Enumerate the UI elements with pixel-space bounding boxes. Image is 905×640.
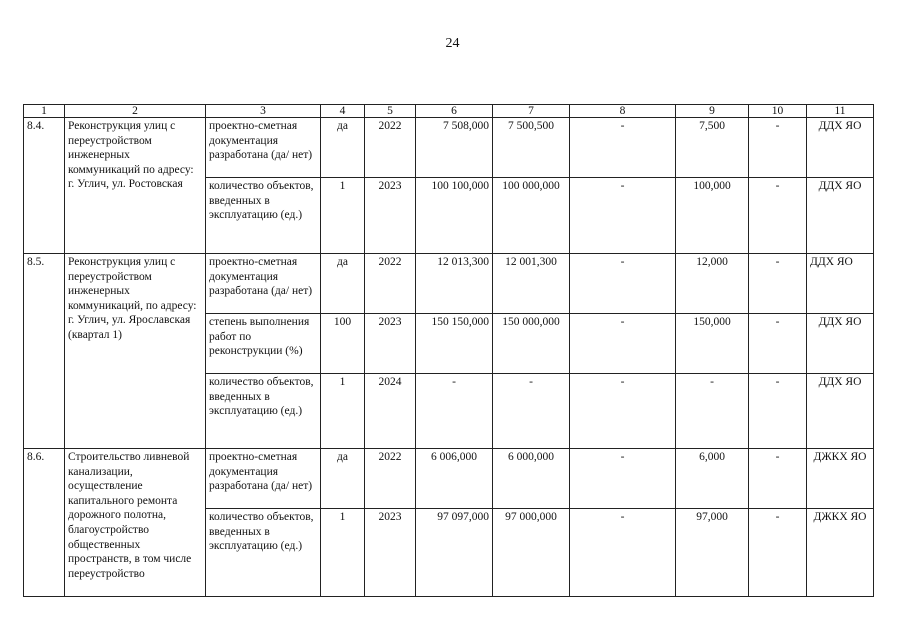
total-amount: 100 100,000 (416, 178, 493, 254)
amount-cell: 97,000 (676, 509, 749, 597)
year-cell: 2023 (365, 314, 416, 374)
total-amount: - (416, 374, 493, 449)
indicator-name: проектно-сметная документация разработана (да/ нет) (206, 254, 321, 314)
amount-cell: - (749, 509, 807, 597)
total-amount: 12 013,300 (416, 254, 493, 314)
year-cell: 2023 (365, 509, 416, 597)
indicator-value: 1 (321, 178, 365, 254)
amount-cell: - (749, 254, 807, 314)
amount-cell: - (676, 374, 749, 449)
total-amount: 7 508,000 (416, 118, 493, 178)
executor-cell: ДДХ ЯО (807, 178, 874, 254)
amount-cell: - (570, 449, 676, 509)
indicator-value: да (321, 449, 365, 509)
amount-cell: - (570, 374, 676, 449)
amount-cell: - (570, 118, 676, 178)
year-cell: 2022 (365, 118, 416, 178)
total-amount: 150 150,000 (416, 314, 493, 374)
indicator-value: 1 (321, 509, 365, 597)
year-cell: 2022 (365, 449, 416, 509)
amount-cell: 97 000,000 (493, 509, 570, 597)
amount-cell: - (749, 118, 807, 178)
page-number: 24 (445, 36, 460, 51)
executor-cell: ДДХ ЯО (807, 374, 874, 449)
executor-cell: ДЖКХ ЯО (807, 449, 874, 509)
indicator-name: количество объектов, введенных в эксплуатацию (ед.) (206, 374, 321, 449)
column-number: 10 (749, 105, 807, 118)
amount-cell: - (493, 374, 570, 449)
column-number: 2 (65, 105, 206, 118)
amount-cell: 12 001,300 (493, 254, 570, 314)
column-number: 8 (570, 105, 676, 118)
column-number: 4 (321, 105, 365, 118)
program-table (23, 104, 874, 597)
amount-cell: 100 000,000 (493, 178, 570, 254)
item-number: 8.5. (24, 254, 65, 449)
year-cell: 2022 (365, 254, 416, 314)
total-amount: 97 097,000 (416, 509, 493, 597)
item-name: Реконструкция улиц с переустройством инженерных коммуникаций, по адресу: г. Углич, ул. Ярославская (квартал 1) (65, 254, 206, 449)
amount-cell: 150,000 (676, 314, 749, 374)
total-amount: 6 006,000 (416, 449, 493, 509)
indicator-value: 100 (321, 314, 365, 374)
indicator-name: количество объектов, введенных в эксплуатацию (ед.) (206, 509, 321, 597)
column-number-row (24, 105, 874, 118)
column-number: 11 (807, 105, 874, 118)
amount-cell: 7,500 (676, 118, 749, 178)
year-cell: 2024 (365, 374, 416, 449)
amount-cell: - (570, 314, 676, 374)
column-number: 7 (493, 105, 570, 118)
amount-cell: - (749, 449, 807, 509)
amount-cell: - (570, 509, 676, 597)
amount-cell: 150 000,000 (493, 314, 570, 374)
table-row (24, 254, 874, 314)
amount-cell: 6,000 (676, 449, 749, 509)
executor-cell: ДДХ ЯО (807, 118, 874, 178)
amount-cell: 7 500,500 (493, 118, 570, 178)
executor-cell: ДЖКХ ЯО (807, 509, 874, 597)
column-number: 9 (676, 105, 749, 118)
item-name: Реконструкция улиц с переустройством инженерных коммуникаций по адресу: г. Углич, ул. Ростовская (65, 118, 206, 254)
table-row (24, 118, 874, 178)
indicator-value: да (321, 118, 365, 178)
amount-cell: - (749, 314, 807, 374)
item-name: Строительство ливневой канализации, осуществление капитального ремонта дорожного полотна, благоустройство общественных пространств, в том числе переустройство (65, 449, 206, 597)
amount-cell: - (749, 374, 807, 449)
item-number: 8.6. (24, 449, 65, 597)
amount-cell: 100,000 (676, 178, 749, 254)
year-cell: 2023 (365, 178, 416, 254)
amount-cell: 12,000 (676, 254, 749, 314)
indicator-name: степень выполнения работ по реконструкции (%) (206, 314, 321, 374)
executor-cell: ДДХ ЯО (807, 314, 874, 374)
indicator-name: количество объектов, введенных в эксплуатацию (ед.) (206, 178, 321, 254)
column-number: 1 (24, 105, 65, 118)
amount-cell: 6 000,000 (493, 449, 570, 509)
column-number: 3 (206, 105, 321, 118)
indicator-name: проектно-сметная документация разработана (да/ нет) (206, 449, 321, 509)
indicator-value: 1 (321, 374, 365, 449)
amount-cell: - (570, 178, 676, 254)
amount-cell: - (749, 178, 807, 254)
executor-cell: ДДХ ЯО (807, 254, 874, 314)
indicator-value: да (321, 254, 365, 314)
column-number: 5 (365, 105, 416, 118)
column-number: 6 (416, 105, 493, 118)
item-number: 8.4. (24, 118, 65, 254)
indicator-name: проектно-сметная документация разработана (да/ нет) (206, 118, 321, 178)
table-row (24, 449, 874, 509)
amount-cell: - (570, 254, 676, 314)
